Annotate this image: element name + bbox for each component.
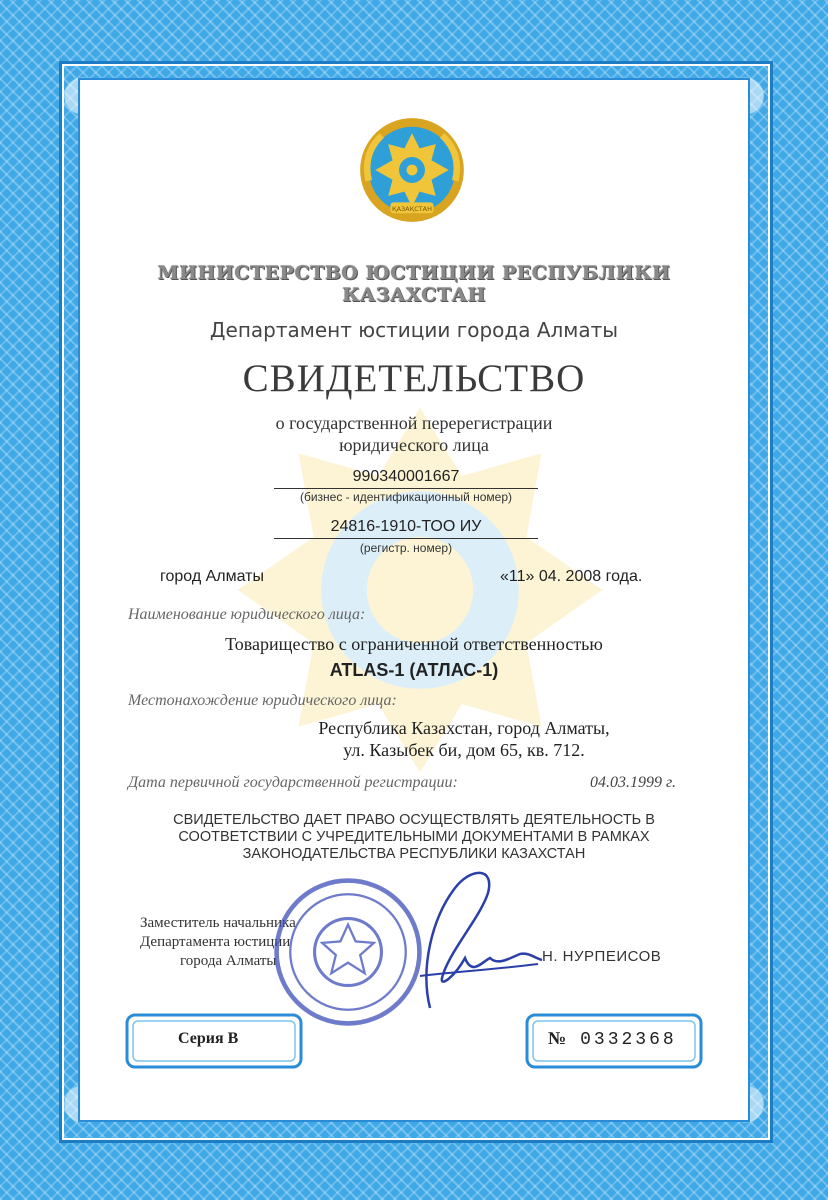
- location-line-1: Республика Казахстан, город Алматы,: [318, 718, 610, 738]
- issue-city: город Алматы: [160, 568, 264, 585]
- serial-number: [548, 1028, 677, 1050]
- rights-line-3: ЗАКОНОДАТЕЛЬСТВА РЕСПУБЛИКИ КАЗАХСТАН: [242, 846, 586, 862]
- rights-line-1: СВИДЕТЕЛЬСТВО ДАЕТ ПРАВО ОСУЩЕСТВЛЯТЬ ДЕЯТЕЛЬНОСТЬ В: [173, 812, 655, 828]
- bin-caption: (бизнес - идентификационный номер): [299, 490, 513, 504]
- rights-statement: [130, 812, 698, 863]
- document-title: СВИДЕТЕЛЬСТВО: [242, 357, 586, 400]
- subtitle-line-1: о государственной перерегистрации: [275, 413, 553, 433]
- ministry-heading: МИНИСТЕРСТВО ЮСТИЦИИ РЕСПУБЛИКИ КАЗАХСТАН: [157, 262, 671, 306]
- issue-date: «11» 04. 2008 года.: [500, 568, 643, 585]
- initial-registration-label: Дата первичной государственной регистрации:: [128, 774, 458, 791]
- reg-number-value: 24816-1910-ТОО ИУ: [274, 518, 538, 539]
- series-label: Серия В: [178, 1030, 239, 1047]
- name-label: Наименование юридического лица:: [128, 606, 366, 623]
- number-sign: №: [548, 1028, 567, 1048]
- emblem-inscription: ҚАЗАҚСТАН: [392, 205, 432, 214]
- number-value: 0332368: [580, 1030, 677, 1050]
- bin-value: 990340001667: [274, 468, 538, 489]
- signature-icon: [360, 858, 550, 1018]
- document-subtitle: [100, 412, 728, 456]
- department-name: Департамент юстиции города Алматы: [209, 318, 619, 342]
- company-name: ATLAS-1 (АТЛАС-1): [329, 660, 499, 680]
- position-line-2: Департамента юстиции: [140, 934, 291, 950]
- initial-registration-date: 04.03.1999 г.: [590, 774, 677, 791]
- position-line-1: Заместитель начальника: [140, 915, 296, 931]
- location-line-2: ул. Казыбек би, дом 65, кв. 712.: [343, 740, 585, 760]
- legal-form: Товарищество с ограниченной ответственностью: [225, 634, 603, 654]
- rights-line-2: СООТВЕТСТВИИ С УЧРЕДИТЕЛЬНЫМИ ДОКУМЕНТАМИ В РАМКАХ: [178, 829, 650, 845]
- signatory-name: Н. НУРПЕИСОВ: [542, 948, 662, 965]
- subtitle-line-2: юридического лица: [339, 435, 489, 455]
- reg-number-caption: (регистр. номер): [359, 541, 453, 555]
- position-line-3: города Алматы: [180, 953, 277, 969]
- location-label: Местонахождение юридического лица:: [128, 692, 397, 709]
- state-emblem-icon: [358, 116, 466, 224]
